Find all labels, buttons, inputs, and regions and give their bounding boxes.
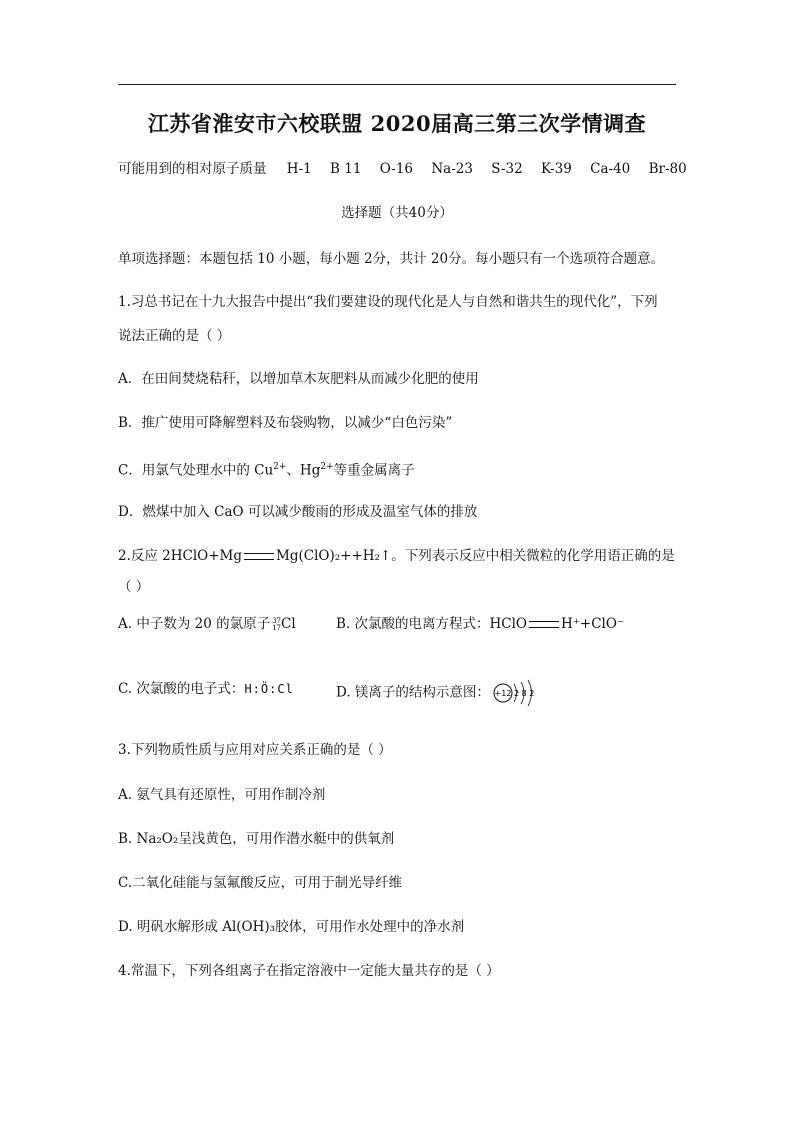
q3-option-a: A. 氨气具有还原性，可用作制冷剂: [118, 787, 326, 803]
q1-option-c: [118, 457, 415, 481]
q1-c-mid: 、Hg: [286, 462, 321, 479]
q3-option-c: C.二氧化硅能与氢氟酸反应，可用于制光导纤维: [118, 875, 403, 891]
atomic-number: 17: [272, 623, 282, 632]
q2-option-a: [118, 616, 296, 632]
mg-ion-structure-diagram: [492, 679, 540, 707]
mass-item: Na-23: [431, 161, 473, 177]
q2-options-cd: [118, 679, 678, 699]
q2-stem-post: Mg(ClO)₂++H₂↑。下列表示反应中相关微粒的化学用语正确的是: [276, 548, 675, 564]
q3-option-b: B. Na₂O₂呈浅黄色，可用作潜水艇中的供氧剂: [118, 831, 395, 847]
q2-options-ab: [118, 614, 678, 634]
mass-item: O-16: [379, 161, 414, 177]
q2-a-text: A. 中子数为 20 的氯原子: [118, 616, 271, 632]
q1-option-d: D．燃煤中加入 CaO 可以减少酸雨的形成及温室气体的排放: [118, 504, 478, 520]
mass-item: B 11: [330, 161, 362, 177]
q2-option-b: [336, 614, 624, 634]
q1-stem-line2: 说法正确的是（ ）: [118, 328, 231, 344]
q1-option-b: B．推广使用可降解塑料及布袋购物，以减少“白色污染”: [118, 415, 453, 431]
q2-b-post: H⁺+ClO⁻: [561, 616, 625, 632]
q2-c-text: C. 次氯酸的电子式：: [118, 681, 245, 697]
q2-stem-line2: （ ）: [118, 579, 150, 595]
q1-c-post: 等重金属离子: [333, 462, 415, 479]
equals-sign: [244, 553, 274, 560]
q4-stem: 4.常温下，下列各组离子在指定溶液中一定能大量共存的是（ ）: [118, 963, 500, 979]
q3-option-d: D. 明矾水解形成 Al(OH)₃胶体，可用作水处理中的净水剂: [118, 919, 465, 935]
equals-sign: [529, 621, 559, 628]
mass-item: K-39: [541, 161, 572, 177]
shell-electrons: 2 8 2: [513, 689, 535, 698]
section-instruction: 单项选择题：本题包括 10 小题，每小题 2分，共计 20分。每小题只有一个选项符合题意。: [118, 251, 665, 267]
q3-stem: 3.下列物质性质与应用对应关系正确的是（ ）: [118, 742, 392, 758]
q2-d-text: D. 镁离子的结构示意图：: [336, 684, 490, 701]
q1-c-sup2: 2+: [320, 462, 334, 472]
nuclide-notation: [272, 618, 281, 632]
mass-item: Br-80: [648, 161, 687, 177]
chlorine-symbol: Cl: [281, 616, 296, 632]
mass-number: 37: [272, 616, 282, 625]
electron-formula: H:Ö:Cl: [244, 682, 294, 696]
atomic-masses-line: [118, 159, 701, 179]
atomic-masses-label: 可能用到的相对原子质量: [118, 161, 267, 177]
q1-c-sup1: 2+: [273, 462, 287, 472]
nucleus-charge: +12: [494, 689, 512, 698]
q2-option-c: [118, 681, 294, 697]
mass-item: Ca-40: [590, 161, 631, 177]
q2-b-pre: B. 次氯酸的电离方程式：HClO: [336, 616, 527, 632]
page-title: 江苏省淮安市六校联盟 2020届高三第三次学情调查: [147, 111, 647, 136]
q1-c-pre: C．用氯气处理水中的 Cu: [118, 462, 274, 479]
q1-option-a: A．在田间焚烧秸秆，以增加草木灰肥料从而减少化肥的使用: [118, 371, 479, 387]
mass-item: S-32: [491, 161, 523, 177]
top-rule: [118, 84, 676, 85]
mass-item: H-1: [286, 161, 312, 177]
q1-stem-line1: 1.习总书记在十九大报告中提出“我们要建设的现代化是人与自然和谐共生的现代化”，下列: [118, 294, 658, 310]
section-title: 选择题（共40分）: [341, 205, 453, 221]
q2-option-d: [336, 679, 540, 707]
q2-stem-pre: 2.反应 2HClO+Mg: [118, 548, 243, 564]
q2-stem-line1: [118, 546, 675, 566]
